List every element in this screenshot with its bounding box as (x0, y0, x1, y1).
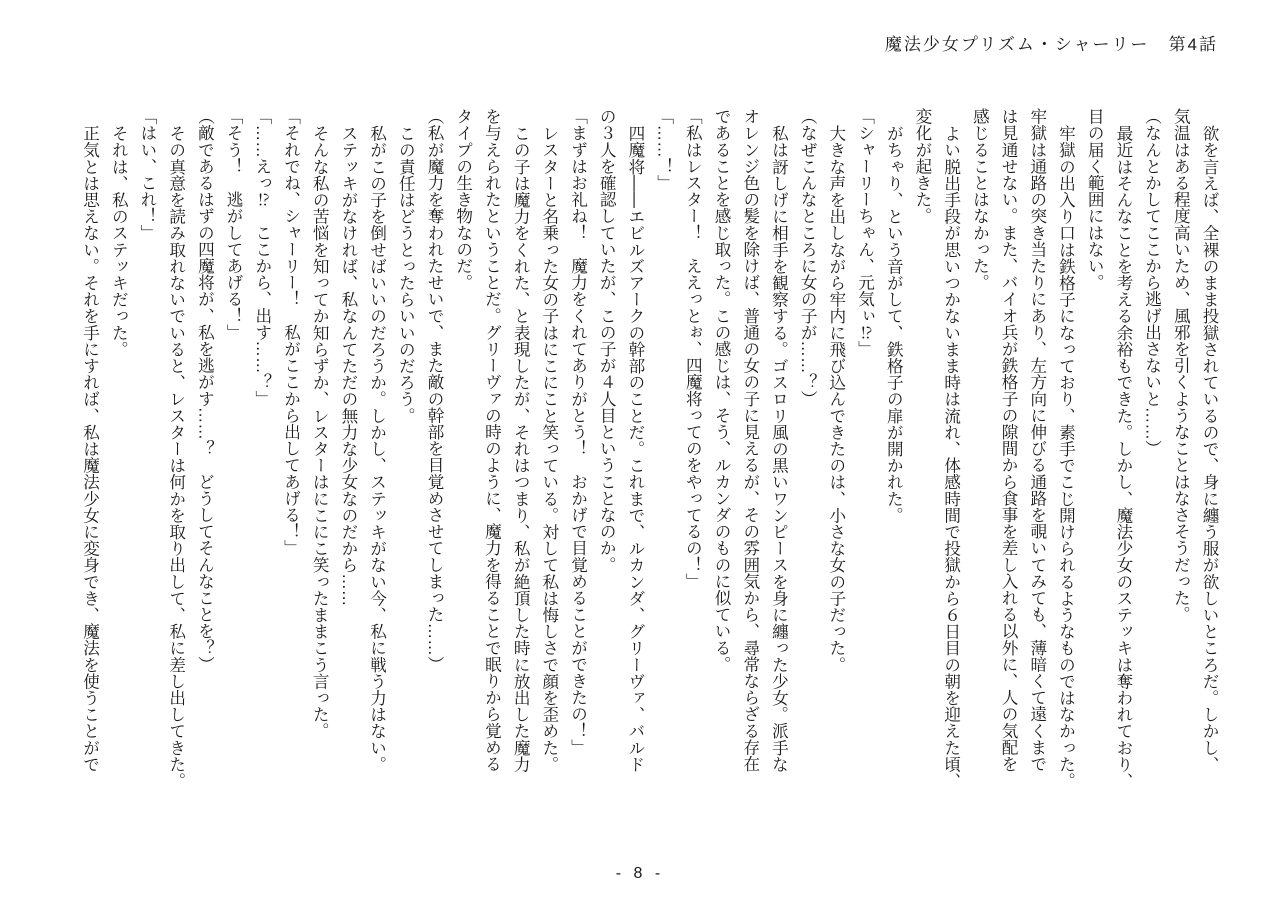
text-line: であることを感じ取った。この感じは、そう、ルカンダのものに似ている。 (712, 108, 732, 673)
text-line: それは、私のステッキだった。 (109, 124, 129, 357)
text-line: 私は訝しげに相手を観察する。ゴスロリ風の黒いワンピースを身に纏った少女。派手な (769, 124, 789, 772)
text-line: この子は魔力をくれた、と表現したが、それはつまり、私が絶頂した時に放出した魔力 (511, 124, 531, 772)
text-line: 「そう！ 逃がしてあげる！」 (224, 108, 244, 341)
text-line: 欲を言えば、全裸のまま投獄されているので、身に纏う服が欲しいところだ。しかし、 (1200, 124, 1219, 772)
text-line: （私が魔力を奪われたせいで、また敵の幹部を目覚めさせてしまった……） (425, 108, 445, 673)
text-line: 気温はある程度高いため、風邪を引くようなことはなさそうだった。 (1171, 108, 1191, 623)
text-line: 変化が起きた。 (912, 108, 932, 225)
text-line: 「……！」 (654, 108, 674, 191)
text-line: 「はい、これ！」 (137, 108, 157, 241)
text-line: 「私はレスター！ ええっとぉ、四魔将ってのをやってるの！」 (683, 108, 703, 590)
text-line: 私がこの子を倒せばいいのだろうか。しかし、ステッキがない今、私に戦う力はない。 (367, 124, 387, 772)
text-line: レスターと名乗った女の子はにこにこと笑っている。対して私は悔しさで顔を歪めた。 (539, 124, 559, 772)
text-line: 最近はそんなことを考える余裕もできた。しかし、魔法少女のステッキは奪われており、 (1113, 124, 1133, 789)
text-line: 牢獄の出入り口は鉄格子になっており、素手でこじ開けられるようなものではなかった。 (1056, 124, 1076, 789)
text-line: 感じることはなかった。 (970, 108, 990, 291)
text-line: 四魔将――エビルズアークの幹部のことだ。これまで、ルカンダ、グリーヴァ、バルド (625, 124, 645, 772)
text-line: を与えられたということだ。グリーヴァの時のように、魔力を得ることで眠りから覚める (482, 108, 502, 772)
text-line: そんな私の苦悩を知ってか知らずか、レスターはにこにこ笑ったままこう言った。 (310, 124, 330, 739)
text-line: 牢獄は通路の突き当たりにあり、左方向に伸びる通路を覗いてみても、薄暗くて遠くまで (1027, 108, 1047, 772)
text-line: 目の届く範囲にはない。 (1085, 108, 1105, 291)
text-line: （なぜこんなところに女の子が……？） (798, 108, 818, 407)
text-line: タイプの生き物なのだ。 (453, 108, 473, 291)
text-line: は見通せない。また、バイオ兵が鉄格子の隙間から食事を差し入れる以外に、人の気配を (999, 108, 1019, 772)
text-line: （敵であるはずの四魔将が、私を逃がす……？ どうしてそんなことを？） (195, 108, 215, 673)
text-line: 「それでね、シャーリー！ 私がここから出してあげる！」 (281, 108, 301, 557)
running-header-title: 魔法少女プリズム・シャーリー 第4話 (884, 35, 1218, 54)
text-line: 「シャーリーちゃん、元気ぃ⁉」 (855, 108, 875, 357)
text-line: その真意を読み取れないでいると、レスターは何かを取り出して、私に差し出してきた。 (166, 124, 186, 789)
vertical-text-body (73, 108, 1223, 790)
text-line: オレンジ色の髪を除けば、普通の女の子に見えるが、その雰囲気から、尋常ならざる存在 (740, 108, 760, 772)
text-line: 大きな声を出しながら牢内に飛び込んできたのは、小さな女の子だった。 (826, 124, 846, 673)
page-number: - 8 - (615, 865, 665, 882)
text-line: の３人を確認していたが、この子が４人目ということなのか。 (597, 108, 617, 573)
text-line: 正気とは思えない。それを手にすれば、私は魔法少女に変身でき、魔法を使うことがで (80, 124, 100, 772)
text-line: がちゃり、という音がして、鉄格子の扉が開かれた。 (884, 124, 904, 523)
text-line: 「まずはお礼ね！ 魔力をくれてありがとう！ おかげで目覚めることができたの！」 (568, 108, 588, 756)
text-line: 「……えっ⁉ ここから、出す……？」 (252, 108, 272, 407)
text-line: この責任はどうとったらいいのだろう。 (396, 124, 416, 424)
text-line: （なんとかしてここから逃げ出さないと……） (1142, 108, 1162, 457)
text-line: ステッキがなければ、私なんてただの無力な少女なのだから…… (338, 124, 358, 606)
text-line: よい脱出手段が思いつかないまま時は流れ、体感時間で投獄から６日目の朝を迎えた頃、 (941, 124, 961, 789)
